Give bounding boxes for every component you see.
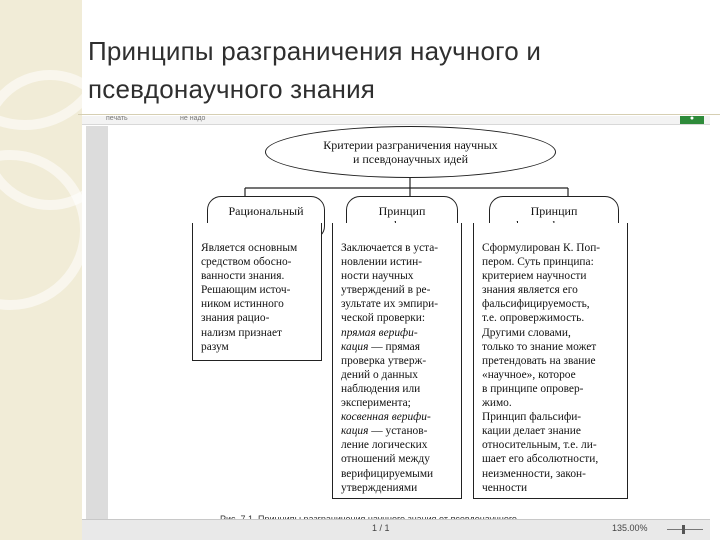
body-line: отношений между xyxy=(341,453,430,466)
body-line: кация — прямая xyxy=(341,340,420,353)
body-line: т.е. опровержимость. xyxy=(482,312,585,325)
page-indicator[interactable]: 1 / 1 xyxy=(372,523,390,533)
body-line: средством обосно- xyxy=(201,256,292,269)
body-line: зультате их эмпири- xyxy=(341,298,439,311)
slide-title xyxy=(88,32,688,108)
zoom-slider-handle[interactable] xyxy=(682,525,685,534)
verification-principle-body xyxy=(332,223,462,499)
body-line: ности научных xyxy=(341,270,414,283)
header-line: Рациональный xyxy=(228,204,304,218)
decorative-side-panel xyxy=(0,0,82,540)
body-line-italic: прямая верифи- xyxy=(341,326,418,339)
body-line: Сформулирован К. Поп- xyxy=(482,242,601,254)
body-line: верифицируемыми xyxy=(341,467,434,480)
body-line: относительным, т.е. ли- xyxy=(482,439,597,452)
slide-title-line-2: псевдонаучного знания xyxy=(88,74,376,104)
body-line: знания рацио- xyxy=(201,312,270,325)
title-divider xyxy=(78,114,720,115)
body-line-italic: косвенная верифи- xyxy=(341,411,431,424)
body-line: Принцип фальсифи- xyxy=(482,411,582,424)
body-line: жимо. xyxy=(482,397,512,410)
body-line: разум xyxy=(201,340,229,353)
body-line: ческой проверки: xyxy=(341,312,426,325)
header-line: Принцип xyxy=(378,204,426,218)
embedded-document-viewer xyxy=(82,116,710,540)
root-label-line-1: Критерии разграничения научных xyxy=(323,138,498,152)
header-line: Принцип xyxy=(530,204,578,218)
body-line: наблюдения или xyxy=(341,382,421,395)
body-line: неизменности, закон- xyxy=(482,467,586,480)
body-line: в принципе опровер- xyxy=(482,382,584,395)
body-line: дений о данных xyxy=(341,368,418,381)
diagram-root-criteria xyxy=(265,126,556,178)
slide-title-line-1: Принципы разграничения научного и xyxy=(88,36,542,66)
zoom-slider[interactable] xyxy=(667,529,703,530)
viewer-status-bar xyxy=(82,519,710,540)
body-line: утверждений в ре- xyxy=(341,284,431,297)
body-line: Является основным xyxy=(201,242,298,254)
body-line: шает его абсолютности, xyxy=(482,453,599,466)
body-line: новлении истин- xyxy=(341,256,423,269)
body-line: критерием научности xyxy=(482,270,587,283)
body-line: ление логических xyxy=(341,439,428,452)
viewer-tab-print[interactable]: печать xyxy=(106,116,128,122)
body-line: ванности знания. xyxy=(201,270,285,283)
root-label-line-2: и псевдонаучных идей xyxy=(352,152,469,166)
body-line: ченности xyxy=(482,481,528,494)
body-line: проверка утверж- xyxy=(341,354,427,367)
rational-principle-body xyxy=(192,223,322,361)
body-line: только то знание может xyxy=(482,340,597,353)
app-logo-icon: ● xyxy=(680,116,704,124)
body-line: фальсифицируемость, xyxy=(482,298,590,311)
body-line: пером. Суть принципа: xyxy=(482,256,594,269)
body-line: нализм признает xyxy=(201,326,282,339)
body-line: Другими словами, xyxy=(482,326,571,339)
body-line: утверждениями xyxy=(341,481,418,494)
body-line: кация — установ- xyxy=(341,425,428,438)
body-line: знания является его xyxy=(482,284,578,297)
viewer-tab-2[interactable]: не надо xyxy=(180,116,206,122)
falsification-principle-body xyxy=(473,223,628,499)
body-line: претендовать на звание xyxy=(482,354,596,367)
body-line: Решающим источ- xyxy=(201,284,291,297)
body-line: ником истинного xyxy=(201,298,284,311)
body-line: эксперимента; xyxy=(341,397,411,410)
body-line: Заключается в уста- xyxy=(341,242,439,254)
body-line: «научное», которое xyxy=(482,368,576,381)
zoom-level[interactable]: 135.00% xyxy=(612,523,648,533)
body-line: кации делает знание xyxy=(482,425,581,438)
